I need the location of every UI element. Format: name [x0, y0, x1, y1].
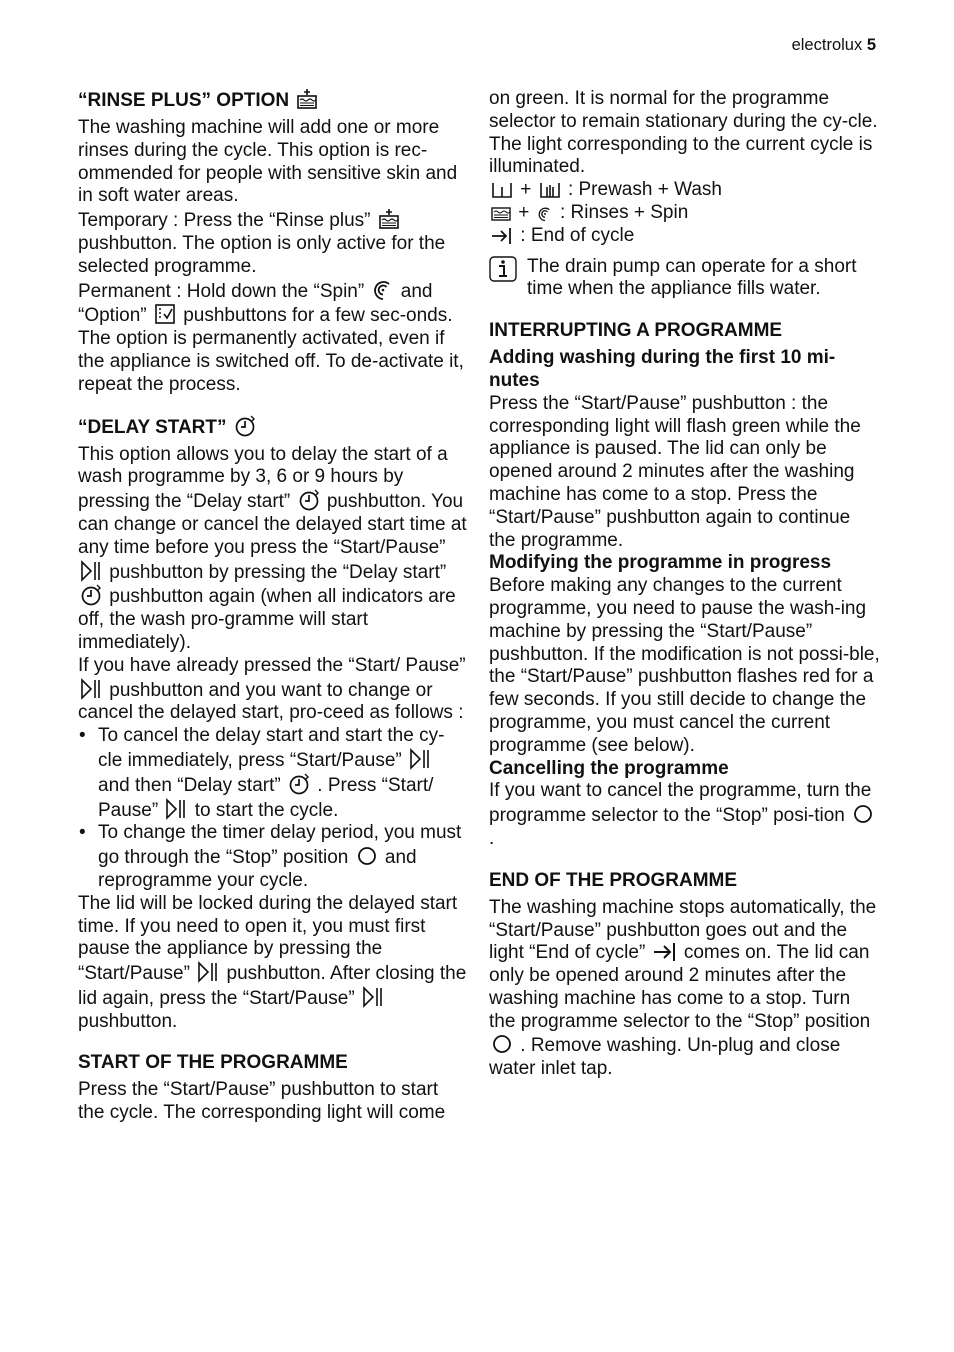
rinse-plus-icon — [296, 88, 318, 110]
start-pause-icon — [362, 986, 384, 1008]
delay-text: pushbutton. After closing the lid again, press the “Start/Pause” — [78, 963, 467, 1009]
rinse-plus-text: Temporary : Press the “Rinse plus” — [78, 210, 371, 232]
start-pause-icon — [197, 961, 219, 983]
page-number: 5 — [866, 36, 876, 54]
stop-position-icon — [356, 845, 378, 867]
delay-start-icon — [80, 584, 102, 606]
info-note-text: The drain pump can operate for a short time when the appliance fills water. — [527, 255, 857, 300]
legend-rinses-spin — [489, 202, 881, 225]
start-pause-icon — [80, 560, 102, 582]
spin-icon — [537, 206, 553, 222]
rinse-plus-heading — [78, 88, 468, 113]
start-pause-icon — [165, 798, 187, 820]
rinse-plus-text: and “Option” — [78, 280, 433, 327]
delay-start-title: “DELAY START” — [78, 416, 227, 438]
spin-icon — [372, 279, 394, 301]
rinse-plus-paragraph-3 — [78, 279, 468, 397]
info-note — [489, 256, 881, 302]
legend-prewash-wash — [489, 179, 881, 202]
end-text: comes on. The lid can only be opened around 2 minutes after the washing machine has come to a stop. Turn the programme selector to the “Stop” position — [489, 942, 871, 1032]
left-column — [78, 88, 468, 1125]
rinse-plus-paragraph-2 — [78, 208, 468, 278]
delay-start-icon — [298, 489, 320, 511]
modifying-heading: Modifying the programme in progress — [489, 552, 832, 574]
cancel-text: If you want to cancel the programme, turn the programme selector to the “Stop” posi-tion — [489, 780, 872, 827]
delay-text: pushbutton. — [78, 1010, 178, 1032]
rinse-plus-title: “RINSE PLUS” OPTION — [78, 90, 290, 111]
wash-icon — [539, 181, 561, 199]
rinse-plus-text: pushbuttons for a few sec-onds. The option is permanently activated, even if the appliance is switched off. To de-activate it, repeat the process. — [78, 305, 464, 395]
start-programme-continued: on green. It is normal for the programme selector to remain stationary during the cy-cle. The light corresponding to the current cycle is illuminated. — [489, 88, 878, 178]
end-text: . Remove washing. Un-plug and close water inlet tap. — [489, 1035, 841, 1080]
rinse-plus-paragraph-1: The washing machine will add one or more rinses during the cycle. This option is rec-ommended for people with sensitive skin and in soft water areas. — [78, 117, 458, 207]
cancelling-paragraph — [489, 780, 881, 850]
start-pause-icon — [80, 678, 102, 700]
delay-start-paragraph-2 — [78, 655, 468, 725]
legend-end-of-cycle — [489, 225, 881, 248]
start-programme-paragraph: Press the “Start/Pause” pushbutton to start the cycle. The corresponding light will come — [78, 1079, 446, 1124]
delay-start-icon — [234, 415, 256, 437]
cancelling-heading: Cancelling the programme — [489, 757, 729, 779]
prewash-icon — [491, 181, 513, 199]
delay-text: If you have already pressed the “Start/ Pause” — [78, 654, 466, 676]
bullet-text: to start the cycle. — [194, 799, 339, 821]
delay-text: This option allows you to delay the start of a wash programme by 3, 6 or 9 hours by pressing the “Delay start” — [78, 443, 448, 513]
cancel-text: . — [489, 827, 495, 849]
end-of-cycle-icon — [491, 227, 513, 245]
delay-start-heading — [78, 415, 468, 440]
legend-text: : End of cycle — [520, 224, 635, 246]
delay-start-paragraph-1 — [78, 444, 468, 655]
delay-start-paragraph-3 — [78, 893, 468, 1034]
option-icon — [154, 303, 176, 325]
bullet-text: and reprogramme your cycle. — [98, 847, 417, 891]
delay-text: pushbutton. You can change or cancel the delayed start time at any time before you press the “Start/Pause” — [78, 491, 467, 558]
right-column — [489, 88, 881, 1081]
legend-text: : Prewash + Wash — [567, 179, 722, 201]
end-of-cycle-icon — [653, 942, 677, 962]
start-programme-heading: START OF THE PROGRAMME — [78, 1052, 348, 1074]
delay-text: pushbutton by pressing the “Delay start” — [109, 561, 447, 583]
end-programme-heading: END OF THE PROGRAMME — [489, 869, 738, 891]
brand-name: electrolux — [791, 36, 863, 54]
adding-washing-paragraph: Press the “Start/Pause” pushbutton : the corresponding light will flash green while the appliance is paused. The lid can only be opened around 2 minutes after the washing machine has come to a stop. Press the “Start/Pause” pushbutton again to continue the programme. — [489, 392, 861, 551]
adding-washing-heading: Adding washing during the first 10 mi-nutes — [489, 347, 836, 391]
modifying-paragraph: Before making any changes to the current programme, you need to pause the wash-ing machine by pressing the “Start/Pause” pushbutton. If the modification is not possi-ble, the “Start/Pause” pushbutton flashes red for a few seconds. If you still decide to change the programme, you must cancel the current programme (see below). — [489, 575, 880, 756]
delay-options-list — [78, 725, 468, 893]
bullet-text: . Press “Start/ Pause” — [98, 774, 434, 821]
info-icon — [489, 256, 517, 302]
stop-position-icon — [491, 1033, 513, 1055]
page-header — [792, 36, 876, 55]
delay-text: pushbutton and you want to change or cancel the delayed start, pro-ceed as follows : — [78, 679, 464, 724]
end-programme-paragraph — [489, 897, 881, 1081]
delay-text: The lid will be locked during the delayed start time. If you need to open it, you must first pause the appliance by pressing the “Start/Pause” — [78, 892, 458, 985]
rinse-plus-text: Permanent : Hold down the “Spin” — [78, 280, 365, 302]
bullet-text: and then “Delay start” — [98, 774, 281, 796]
start-pause-icon — [409, 748, 431, 770]
rinse-plus-text: pushbutton. The option is only active for the selected programme. — [78, 232, 446, 277]
plus-sign: + — [518, 201, 530, 223]
legend-text: : Rinses + Spin — [559, 201, 689, 223]
bullet-text: To change the timer delay period, you must go through the “Stop” position — [98, 822, 462, 869]
delay-start-icon — [288, 773, 310, 795]
list-item — [98, 822, 468, 892]
list-item — [98, 725, 468, 822]
interrupting-heading: INTERRUPTING A PROGRAMME — [489, 320, 783, 342]
end-text: The washing machine stops automatically, the “Start/Pause” pushbutton goes out and the light “End of cycle” — [489, 896, 877, 964]
delay-text: pushbutton again (when all indicators are off, the wash pro-gramme will start immediately). — [78, 586, 456, 653]
bullet-text: To cancel the delay start and start the cy-cle immediately, press “Start/Pause” — [98, 725, 445, 771]
stop-position-icon — [852, 803, 874, 825]
plus-sign: + — [520, 179, 532, 201]
rinse-plus-icon — [378, 208, 400, 230]
rinse-icon — [491, 206, 511, 222]
